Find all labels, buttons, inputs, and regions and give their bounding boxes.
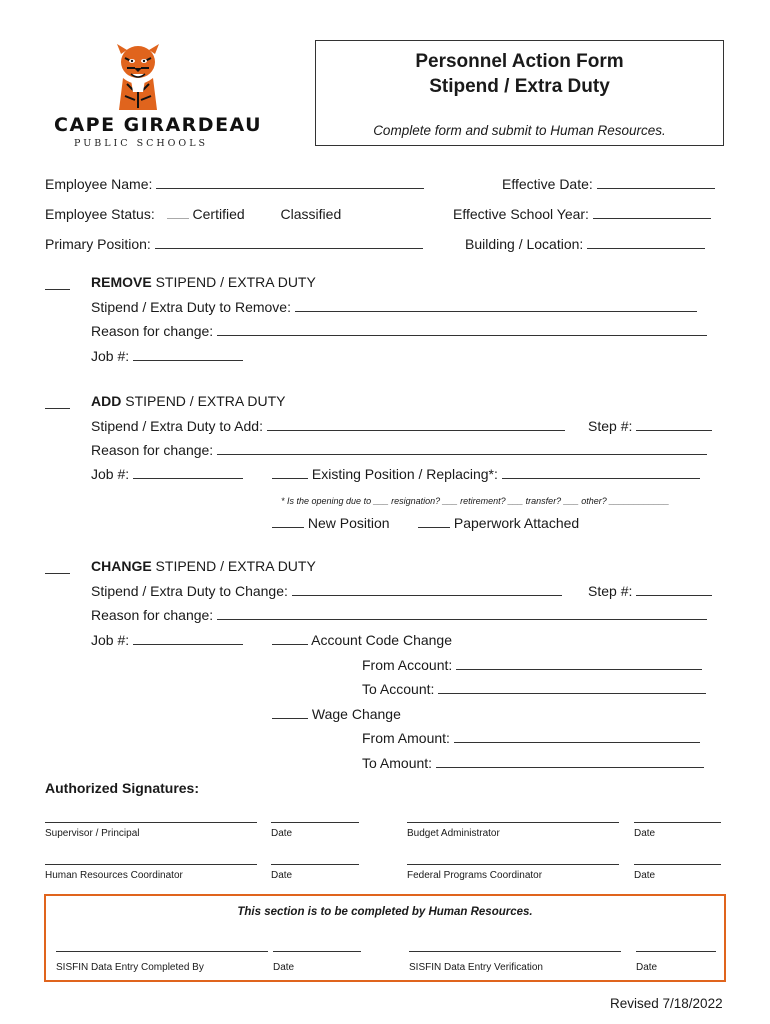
hr-coordinator-label: Human Resources Coordinator [45, 870, 183, 881]
supervisor-date-line[interactable] [271, 822, 359, 823]
form-subtitle: Stipend / Extra Duty [429, 76, 610, 97]
remove-checkbox[interactable] [45, 289, 70, 290]
new-position-label: New Position [307, 515, 390, 531]
effective-date-label: Effective Date: [502, 176, 593, 192]
existing-position-label: Existing Position / Replacing*: [311, 466, 498, 482]
budget-date-label: Date [634, 828, 656, 839]
effective-year-label: Effective School Year: [453, 206, 589, 222]
status-certified-checkbox[interactable] [167, 206, 189, 219]
entry-verification-line[interactable] [409, 951, 621, 952]
add-checkbox[interactable] [45, 408, 70, 409]
supervisor-date-label: Date [271, 828, 293, 839]
effective-year-field[interactable] [593, 206, 711, 219]
budget-admin-label: Budget Administrator [407, 828, 500, 839]
change-job-field[interactable] [133, 632, 243, 645]
tiger-mascot-icon [113, 40, 163, 112]
add-section-title: ADD STIPEND / EXTRA DUTY [91, 393, 286, 409]
primary-position-label: Primary Position: [45, 236, 151, 252]
from-account-label: From Account: [362, 657, 453, 673]
hr-signature-line[interactable] [45, 864, 257, 865]
account-change-checkbox[interactable] [272, 632, 308, 645]
to-account-label: To Account: [362, 681, 435, 697]
add-stipend-label: Stipend / Extra Duty to Add: [91, 418, 263, 434]
employee-name-label: Employee Name: [45, 176, 153, 192]
to-account-field[interactable] [438, 681, 706, 694]
to-amount-label: To Amount: [362, 755, 433, 771]
remove-reason-label: Reason for change: [91, 323, 214, 339]
form-instruction: Complete form and submit to Human Resources. [373, 123, 666, 138]
paperwork-label: Paperwork Attached [453, 515, 580, 531]
building-label: Building / Location: [465, 236, 584, 252]
district-subtitle: PUBLIC SCHOOLS [74, 138, 209, 149]
change-step-label: Step #: [588, 583, 633, 599]
wage-change-label: Wage Change [311, 706, 401, 722]
remove-section-title: REMOVE STIPEND / EXTRA DUTY [91, 274, 316, 290]
employee-status-label: Employee Status: [45, 206, 155, 222]
new-position-checkbox[interactable] [272, 515, 304, 528]
entry-verification-date-line[interactable] [636, 951, 716, 952]
change-section-title: CHANGE STIPEND / EXTRA DUTY [91, 558, 316, 574]
remove-job-field[interactable] [133, 348, 243, 361]
change-step-field[interactable] [636, 583, 712, 596]
change-reason-field[interactable] [217, 607, 707, 620]
remove-reason-field[interactable] [217, 323, 707, 336]
effective-date-field[interactable] [597, 176, 715, 189]
district-name: CAPE GIRARDEAU [54, 114, 263, 136]
add-step-label: Step #: [588, 418, 633, 434]
entry-completed-label: SISFIN Data Entry Completed By [56, 962, 204, 973]
from-amount-field[interactable] [454, 730, 700, 743]
paperwork-checkbox[interactable] [418, 515, 450, 528]
supervisor-signature-line[interactable] [45, 822, 257, 823]
federal-coordinator-label: Federal Programs Coordinator [407, 870, 543, 881]
from-amount-label: From Amount: [362, 730, 450, 746]
hr-date-line[interactable] [271, 864, 359, 865]
from-account-field[interactable] [456, 657, 702, 670]
existing-position-checkbox[interactable] [272, 466, 308, 479]
form-title: Personnel Action Form [415, 51, 624, 72]
change-reason-label: Reason for change: [91, 607, 214, 623]
entry-verification-date-label: Date [636, 962, 658, 973]
change-checkbox[interactable] [45, 573, 70, 574]
change-job-label: Job #: [91, 632, 130, 648]
add-stipend-field[interactable] [267, 418, 565, 431]
federal-signature-line[interactable] [407, 864, 619, 865]
add-job-field[interactable] [133, 466, 243, 479]
status-certified-label: Certified [192, 206, 245, 222]
account-change-label: Account Code Change [311, 632, 452, 648]
hr-section-box [44, 894, 726, 982]
federal-date-line[interactable] [634, 864, 721, 865]
existing-position-field[interactable] [502, 466, 700, 479]
signatures-heading: Authorized Signatures: [45, 780, 200, 796]
change-stipend-field[interactable] [292, 583, 562, 596]
title-box [315, 40, 724, 146]
wage-change-checkbox[interactable] [272, 706, 308, 719]
status-classified-label: Classified [280, 206, 342, 222]
entry-verification-label: SISFIN Data Entry Verification [409, 962, 543, 973]
entry-completed-date-line[interactable] [273, 951, 361, 952]
employee-name-field[interactable] [156, 176, 424, 189]
federal-date-label: Date [634, 870, 656, 881]
building-field[interactable] [587, 236, 705, 249]
primary-position-field[interactable] [155, 236, 423, 249]
add-reason-label: Reason for change: [91, 442, 214, 458]
district-logo [48, 40, 263, 152]
change-stipend-label: Stipend / Extra Duty to Change: [91, 583, 288, 599]
revised-date: Revised 7/18/2022 [610, 996, 723, 1011]
add-step-field[interactable] [636, 418, 712, 431]
remove-stipend-field[interactable] [295, 299, 697, 312]
to-amount-field[interactable] [436, 755, 704, 768]
hr-date-label: Date [271, 870, 293, 881]
supervisor-label: Supervisor / Principal [45, 828, 140, 839]
add-reason-field[interactable] [217, 442, 707, 455]
entry-completed-date-label: Date [273, 962, 295, 973]
remove-job-label: Job #: [91, 348, 130, 364]
budget-date-line[interactable] [634, 822, 721, 823]
hr-section-heading: This section is to be completed by Human Resources. [237, 906, 533, 918]
opening-reason-footnote: * Is the opening due to ___ resignation? ___ retirement? ___ transfer? ___ other? ____________ [281, 496, 670, 506]
budget-signature-line[interactable] [407, 822, 619, 823]
add-job-label: Job #: [91, 466, 130, 482]
remove-stipend-label: Stipend / Extra Duty to Remove: [91, 299, 291, 315]
entry-completed-line[interactable] [56, 951, 268, 952]
